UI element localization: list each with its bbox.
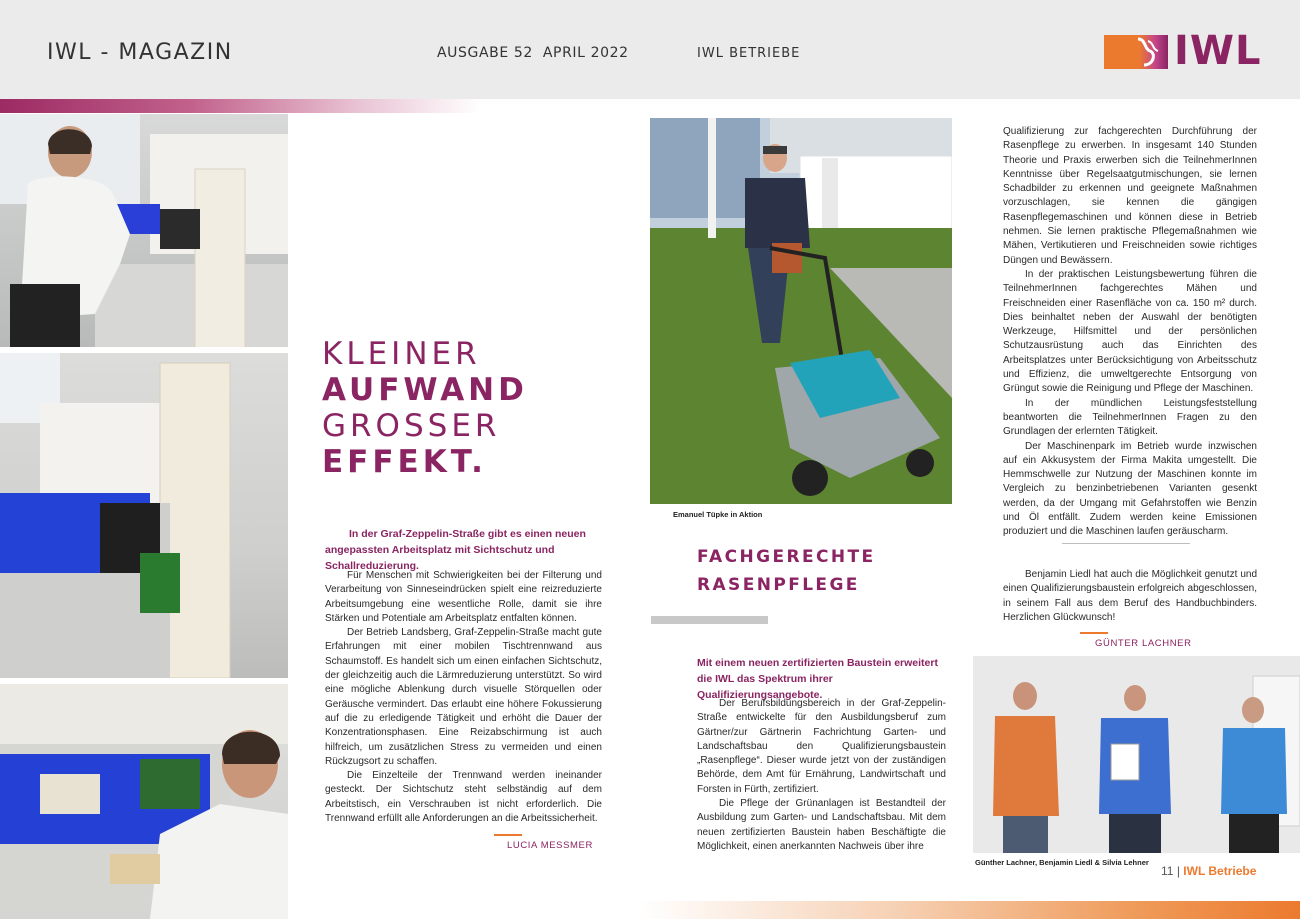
header-gradient-bar	[0, 99, 480, 113]
magazine-title: IWL - MAGAZIN	[47, 40, 233, 65]
iwl-logo	[1104, 28, 1262, 74]
article2-body-col-c	[1003, 568, 1257, 625]
paragraph: Benjamin Liedl hat auch die Möglichkeit genutzt und einen Qualifizierungsbaustein erfolgreich abgeschlossen, in seinem Fall aus dem Beruf des Handbuchbinders. Herzlichen Glückwunsch!	[1003, 569, 1257, 623]
article2-body-col-a	[697, 697, 946, 854]
photo-caption: Emanuel Tüpke in Aktion	[673, 510, 763, 519]
article1-body	[325, 569, 602, 826]
author-divider	[494, 834, 522, 836]
footer-gradient-bar	[640, 901, 1300, 919]
page-section-label: IWL Betriebe	[1183, 864, 1257, 878]
paragraph: Der Berufsbildungsbereich in der Graf-Zeppelin-Straße entwickelte für den Ausbildungsberuf zum Gärtner/zur Gärtnerin Fachrichtung Garten- und Landschaftsbau den Qualifizierungsbaustein „Rasenpflege“. Dieser wurde jetzt von der zuständigen Behörde, dem Amt für Ernährung, Landwirtschaft und Forsten in Fürth, zertifiziert.	[697, 698, 946, 795]
subhead-line-2: RASENPFLEGE	[697, 575, 860, 595]
section-title: IWL BETRIEBE	[697, 46, 801, 61]
paragraph: Für Menschen mit Schwierigkeiten bei der Filterung und Verarbeitung von Sinneseindrücken spielt eine reizreduzierte Arbeitsumgebung eine wesentliche Rolle, damit sie ihre Stärken und Potentiale am Arbeitsplatz entfalten können.	[325, 570, 602, 624]
issue-info	[437, 45, 639, 61]
issue-date: APRIL 2022	[542, 45, 629, 61]
photo-group-certificate	[973, 656, 1300, 853]
issue-number: AUSGABE 52	[437, 45, 533, 61]
article2-headline	[697, 543, 876, 599]
paragraph: Die Pflege der Grünanlagen ist Bestandteil der Ausbildung zum Garten- und Landschaftsbau. Mit dem neuen zertifizierten Baustein haben Beschäftigte die Möglichkeit, einen anerkannten Nachweis über ihre	[697, 798, 946, 852]
gray-accent-bar	[651, 616, 768, 624]
column-divider	[1062, 543, 1190, 544]
logo-mark-icon	[1104, 35, 1168, 69]
paragraph: In der praktischen Leistungsbewertung führen die TeilnehmerInnen fachgerechtes Mähen und Freischneiden einer Rasenfläche von ca. 150 m² durch. Dies beinhaltet neben der Auswahl der benötigten Werkzeuge, Hilfsmittel und der persönlichen Schutzausrüstung auch das Einrichten des Arbeitsplatzes unter Berücksichtigung von Arbeitsschutz und Effizienz, die umweltgerechte Entsorgung von Grüngut sowie die Reinigung und Pflege der Maschinen.	[1003, 268, 1257, 395]
article2-author: GÜNTER LACHNER	[1095, 638, 1192, 649]
author-divider	[1080, 632, 1108, 634]
page-header	[0, 0, 1300, 99]
logo-wordmark: IWL	[1174, 28, 1262, 74]
article2-lead: Mit einem neuen zertifizierten Baustein erweitert die IWL das Spektrum ihrer Qualifizierungsangebote.	[697, 657, 938, 701]
headline-line-3: GROSSER	[322, 408, 501, 444]
headline-line-1: KLEINER	[322, 336, 481, 372]
article2-body-col-b	[1003, 125, 1257, 540]
paragraph: Der Maschinenpark im Betrieb wurde inzwischen auf ein Akkusystem der Firma Makita umgestellt. Die Hemmschwelle zur Nutzung der Maschinen konnte im Vergleich zu benzinbetriebenen Varianten gesenkt werden, da der Umgang mit Gefahrstoffen wie Benzin und Öl entfällt. Zudem werden keine Emissionen produziert und die Maschinen laufen geräuscharm.	[1003, 440, 1257, 538]
article1-headline	[322, 336, 528, 480]
photo-workplace-bins	[0, 684, 288, 919]
photo-partition-wall	[0, 353, 288, 678]
page-number-sep: |	[1176, 864, 1180, 878]
photo-caption: Günther Lachner, Benjamin Liedl & Silvia Lehner	[975, 858, 1149, 867]
headline-line-2: AUFWAND	[322, 372, 528, 408]
paragraph: In der mündlichen Leistungsfeststellung beantworten die TeilnehmerInnen Fragen zu den Grundlagen der erlernten Tätigkeit.	[1003, 397, 1257, 438]
photo-lawn-mower	[650, 118, 952, 504]
headline-line-4: EFFEKT.	[322, 444, 487, 480]
photo-workplace-man	[0, 114, 288, 347]
page-number-value: 11	[1161, 864, 1174, 878]
page-number	[1161, 864, 1256, 878]
paragraph: Qualifizierung zur fachgerechten Durchführung der Rasenpflege zu erwerben. In insgesamt 140 Stunden Theorie und Praxis erwerben sich die TeilnehmerInnen Kenntnisse über Regelsaatgutmischungen, sie lernen Schadbilder zu erkennen und geeignete Maßnahmen vorzuschlagen, sie kennen die gängigen Rasenpflegemaschinen und können diese in Betrieb nehmen. Sie lernen praktische Pflegemaßnahmen wie Mähen, Vertikutieren und Freischneiden sowie richtiges Düngen und Bewässern.	[1003, 126, 1257, 266]
article1-lead: In der Graf-Zeppelin-Straße gibt es einen neuen angepassten Arbeitsplatz mit Sichtschutz und Schallreduzierung.	[325, 528, 586, 572]
article1-author: LUCIA MESSMER	[507, 840, 593, 851]
paragraph: Der Betrieb Landsberg, Graf-Zeppelin-Straße macht gute Erfahrungen mit einer mobilen Tischtrennwand aus Schaumstoff. Es handelt sich um einen einfachen Sichtschutz, der gleichzeitig auch die Lärmreduzierung unterstützt. So wird eine mögliche Ablenkung durch visuelle Störquellen oder Geräusche vermindert. Das erlaubt eine höhere Fokussierung auf die zu erledigende Tätigkeit und erhöht die Dauer der Konzentrationsphasen. Eine Reizabschirmung ist auch hilfreich, um zusätzlichen Stress zu vermeiden und einen Rückzugsort zu schaffen.	[325, 627, 602, 767]
paragraph: Die Einzelteile der Trennwand werden ineinander gesteckt. Der Sichtschutz steht selbständig auf dem Arbeitstisch, ein Verschrauben ist nicht erforderlich. Die Trennwand erfüllt alle Anforderungen an die Arbeitssicherheit.	[325, 770, 602, 825]
subhead-line-1: FACHGERECHTE	[697, 547, 876, 567]
